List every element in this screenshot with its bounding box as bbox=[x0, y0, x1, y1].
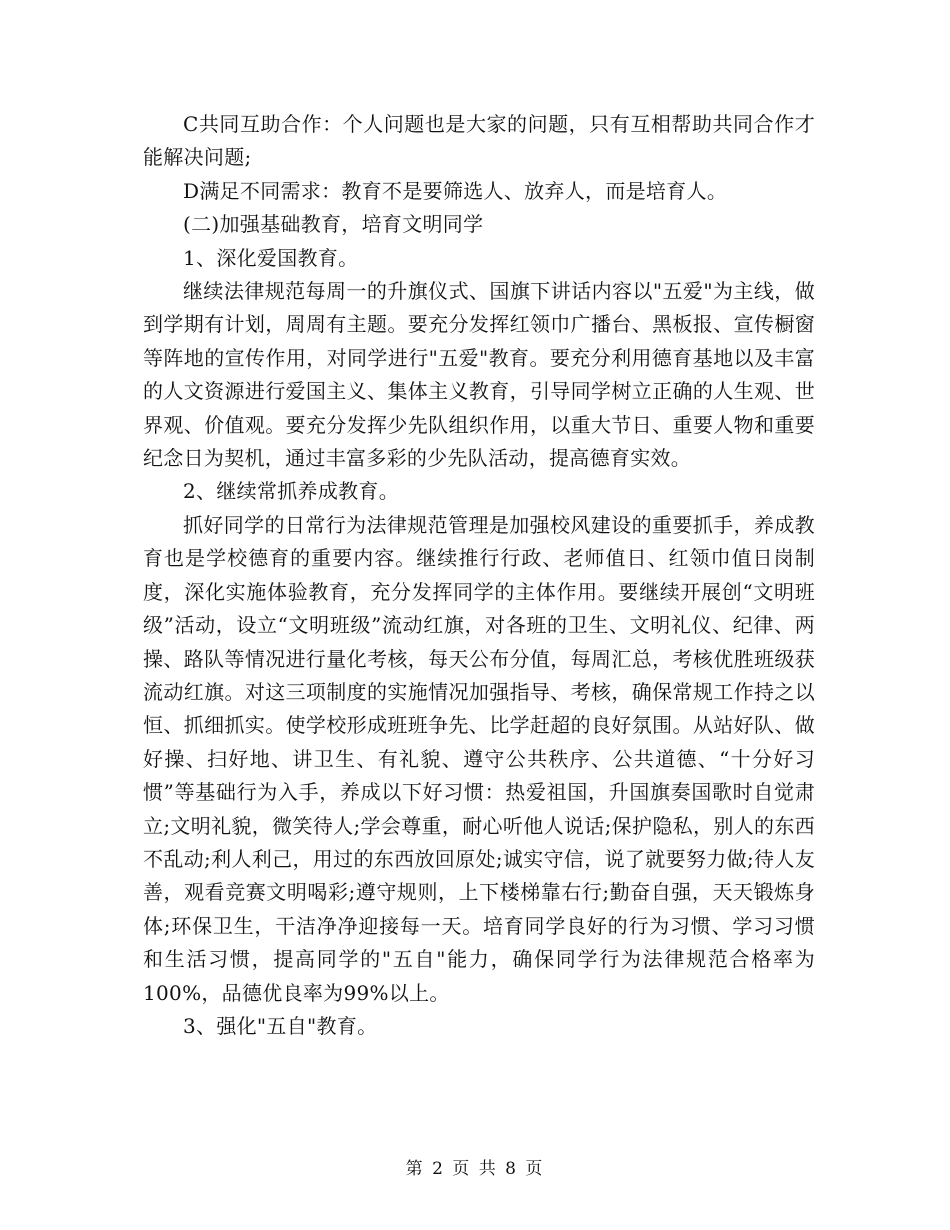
paragraph-needs: D满足不同需求：教育不是要筛选人、放弃人，而是培育人。 bbox=[183, 178, 728, 203]
paragraph-habit-education: 抓好同学的日常行为法律规范管理是加强校风建设的重要抓手，养成教育也是学校德育的重要内容。继续推行行政、老师值日、红领巾值日岗制度，深化实施体验教育，充分发挥同学的主体作用。要继续开展创“文明班级”活动，设立“文明班级”流动红旗，对各班的卫生、文明礼仪、纪律、两操、路队等情况进行量化考核，每天公布分值，每周汇总，考核优胜班级获流动红旗。对这三项制度的实施情况加强指导、考核，确保常规工作持之以恒、抓细抓实。使学校形成班班争先、比学赶超的良好氛围。从站好队、做好操、扫好地、讲卫生、有礼貌、遵守公共秩序、公共道德、“十分好习惯”等基础行为入手，养成以下好习惯：热爱祖国，升国旗奏国歌时自觉肃立;文明礼貌，微笑待人;学会尊重，耐心听他人说话;保护隐私，别人的东西不乱动;利人利己，用过的东西放回原处;诚实守信，说了就要努力做;待人友善，观看竞赛文明喝彩;遵守规则，上下楼梯靠右行;勤奋自强，天天锻炼身体;环保卫生，干洁净净迎接每一天。培育同学良好的行为习惯、学习习惯和生活习惯，提高同学的"五自"能力，确保同学行为法律规范合格率为100%，品德优良率为99%以上。 bbox=[143, 512, 815, 1005]
paragraph-patriotic-education: 继续法律规范每周一的升旗仪式、国旗下讲话内容以"五爱"为主线，做到学期有计划，周周有主题。要充分发挥红领巾广播台、黑板报、宣传橱窗等阵地的宣传作用，对同学进行"五爱"教育。要充分利用德育基地以及丰富的人文资源进行爱国主义、集体主义教育，引导同学树立正确的人生观、世界观、价值观。要充分发挥少先队组织作用，以重大节日、重要人物和重要纪念日为契机，通过丰富多彩的少先队活动，提高德育实效。 bbox=[143, 279, 815, 471]
section-heading-basic-education: (二)加强基础教育，培育文明同学 bbox=[183, 212, 484, 237]
page-number-footer: 第 2 页 共 8 页 bbox=[405, 1159, 545, 1179]
subheading-patriotic-education: 1、深化爱国教育。 bbox=[183, 245, 359, 270]
paragraph-cooperation: C共同互助合作：个人问题也是大家的问题，只有互相帮助共同合作才能解决问题; bbox=[143, 112, 815, 170]
subheading-five-self-education: 3、强化"五自"教育。 bbox=[183, 1013, 378, 1038]
subheading-habit-education: 2、继续常抓养成教育。 bbox=[183, 479, 400, 504]
document-body bbox=[143, 108, 815, 1043]
